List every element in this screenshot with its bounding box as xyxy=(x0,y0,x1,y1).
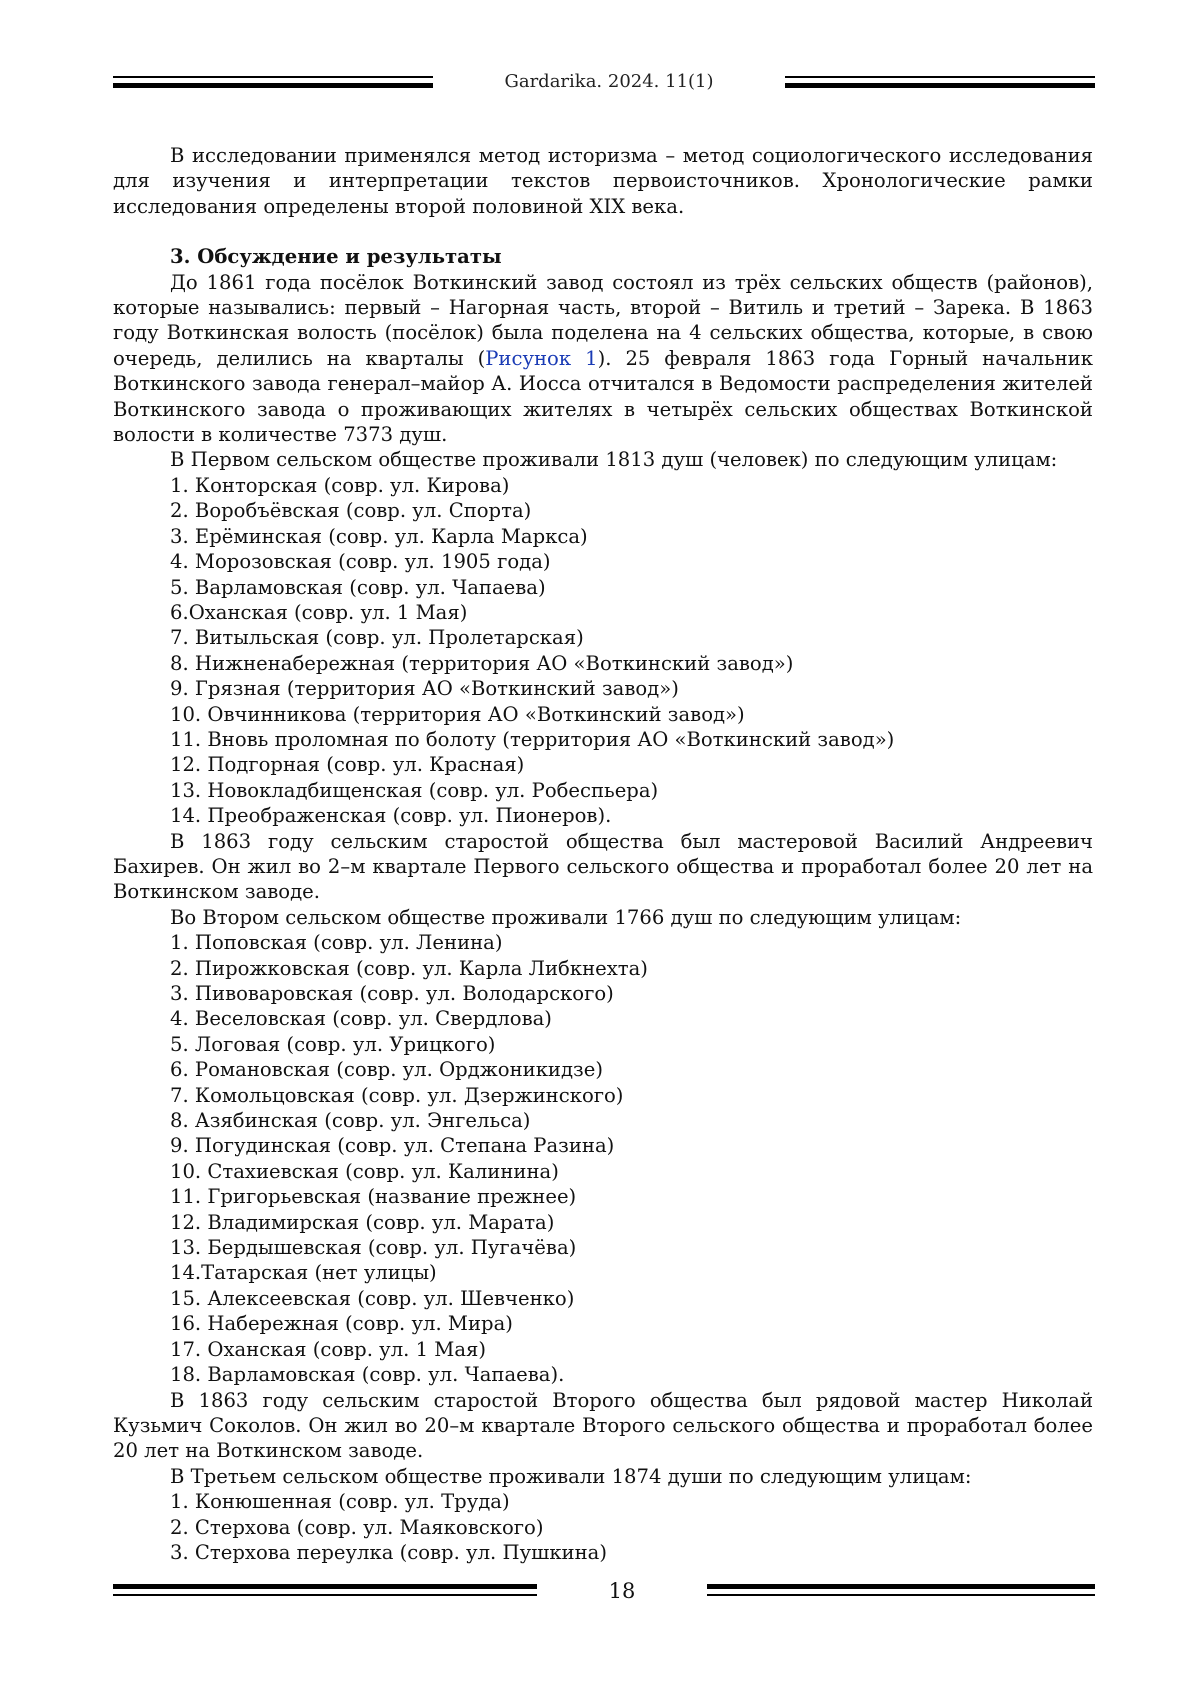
list-item: 3. Ерёминская (совр. ул. Карла Маркса) xyxy=(170,524,588,548)
list-item: 14. Преображенская (совр. ул. Пионеров). xyxy=(170,804,612,828)
list-item: 9. Погудинская (совр. ул. Степана Разина) xyxy=(170,1134,615,1158)
list-item: 9. Грязная (территория АО «Воткинский завод») xyxy=(170,677,679,701)
list-item: 14.Татарская (нет улицы) xyxy=(170,1261,437,1285)
list-item: 1. Поповская (совр. ул. Ленина) xyxy=(170,931,503,955)
header-rule-right-thin xyxy=(785,76,1095,78)
article-body xyxy=(113,143,1093,1565)
list-item: 3. Стерхова переулка (совр. ул. Пушкина) xyxy=(170,1540,608,1564)
list-item: 11. Григорьевская (название прежнее) xyxy=(170,1185,577,1209)
list-item: 2. Воробъёвская (совр. ул. Спорта) xyxy=(170,499,532,523)
page-number: 18 xyxy=(608,1579,636,1603)
list-item: 1. Конюшенная (совр. ул. Труда) xyxy=(170,1490,510,1514)
list-item: 12. Владимирская (совр. ул. Марата) xyxy=(170,1210,555,1234)
list-item: 15. Алексеевская (совр. ул. Шевченко) xyxy=(170,1286,575,1310)
section-heading: 3. Обсуждение и результаты xyxy=(170,245,502,269)
first-society-street-list xyxy=(113,473,1093,829)
list-item: 7. Витыльская (совр. ул. Пролетарская) xyxy=(170,626,584,650)
list-item: 13. Бердышевская (совр. ул. Пугачёва) xyxy=(170,1236,577,1260)
list-item: 12. Подгорная (совр. ул. Красная) xyxy=(170,753,525,777)
header-rule-left xyxy=(113,76,433,90)
header-rule-left-thick xyxy=(113,83,433,88)
list-item: 3. Пивоваровская (совр. ул. Володарского) xyxy=(170,982,614,1005)
list-item: 17. Оханская (совр. ул. 1 Мая) xyxy=(170,1337,487,1361)
first-society-intro: В Первом сельском обществе проживали 1813 душ (человек) по следующим улицам: xyxy=(170,448,1058,472)
list-item: 13. Новокладбищенская (совр. ул. Робеспьера) xyxy=(170,778,659,802)
footer-rule-right xyxy=(707,1584,1095,1598)
page-footer xyxy=(113,1578,1095,1612)
third-society-intro: В Третьем сельском обществе проживали 1874 души по следующим улицам: xyxy=(170,1464,972,1488)
paragraph-history xyxy=(113,270,1093,448)
paragraph-history-text-1: До 1861 года посёлок Воткинский завод состоял из трёх сельских обществ (районов), которые назывались: первый – Нагорная часть, второй – Витиль и третий – Зарека. В 1863 году Воткинская волость (посёлок) была поделена на 4 сельских общества, которые, в свою очередь, делились на кварталы ( xyxy=(113,270,1093,370)
page-header xyxy=(113,70,1095,100)
header-rule-right-thick xyxy=(785,83,1095,88)
first-society-elder: В 1863 году сельским старостой общества был мастеровой Василий Андреевич Бахирев. Он жил во 2–м квартале Первого сельского общества и проработал более 20 лет на Воткинском заводе. xyxy=(113,829,1093,904)
list-item: 8. Нижненабережная (территория АО «Воткинский завод») xyxy=(170,651,794,675)
list-item: 4. Веселовская (совр. ул. Свердлова) xyxy=(170,1007,552,1031)
list-item: 10. Овчинникова (территория АО «Воткинский завод») xyxy=(170,702,745,726)
second-society-elder: В 1863 году сельским старостой Второго общества был рядовой мастер Николай Кузьмич Соколов. Он жил во 20–м квартале Второго сельского общества и проработал более 20 лет на Воткинском заводе. xyxy=(113,1388,1093,1463)
intro-paragraph: В исследовании применялся метод историзма – метод социологического исследования для изучения и интерпретации текстов первоисточников. Хронологические рамки исследования определены второй половиной XIX века. xyxy=(113,144,1093,218)
list-item: 6.Оханская (совр. ул. 1 Мая) xyxy=(170,600,468,624)
journal-title: Gardarika. 2024. 11(1) xyxy=(504,71,714,92)
list-item: 16. Набережная (совр. ул. Мира) xyxy=(170,1312,513,1336)
list-item: 4. Морозовская (совр. ул. 1905 года) xyxy=(170,550,551,574)
footer-rule-right-thick xyxy=(707,1584,1095,1589)
list-item: 10. Стахиевская (совр. ул. Калинина) xyxy=(170,1159,559,1183)
header-rule-left-thin xyxy=(113,76,433,78)
list-item: 1. Конторская (совр. ул. Кирова) xyxy=(170,473,510,497)
third-society-street-list xyxy=(113,1489,1093,1565)
list-item: 7. Комольцовская (совр. ул. Дзержинского) xyxy=(170,1083,624,1107)
header-rule-right xyxy=(785,76,1095,90)
list-item: 5. Логовая (совр. ул. Урицкого) xyxy=(170,1032,496,1056)
list-item: 6. Романовская (совр. ул. Орджоникидзе) xyxy=(170,1058,603,1082)
footer-rule-left xyxy=(113,1584,537,1598)
second-society-intro: Во Втором сельском обществе проживали 1766 душ по следующим улицам: xyxy=(170,905,962,929)
footer-rule-left-thin xyxy=(113,1594,537,1596)
paragraph-history-text-2: ). 25 февраля 1863 года Горный начальник Воткинского завода генерал–майор А. Иосса отчитался в Ведомости распределения жителей Воткинского завода о проживающих жителях в четырёх сельских обществах Воткинской волости в количестве 7373 душ. xyxy=(113,346,1093,447)
list-item: 18. Варламовская (совр. ул. Чапаева). xyxy=(170,1363,565,1387)
figure-1-link[interactable]: Рисунок 1 xyxy=(485,346,598,370)
list-item: 11. Вновь проломная по болоту (территория АО «Воткинский завод») xyxy=(170,727,895,751)
list-item: 8. Азябинская (совр. ул. Энгельса) xyxy=(170,1109,531,1133)
footer-rule-right-thin xyxy=(707,1594,1095,1596)
list-item: 2. Пирожковская (совр. ул. Карла Либкнехта) xyxy=(170,956,648,980)
list-item: 2. Стерхова (совр. ул. Маяковского) xyxy=(170,1515,544,1539)
footer-rule-left-thick xyxy=(113,1584,537,1589)
second-society-street-list xyxy=(113,930,1093,1387)
list-item: 5. Варламовская (совр. ул. Чапаева) xyxy=(170,575,546,599)
